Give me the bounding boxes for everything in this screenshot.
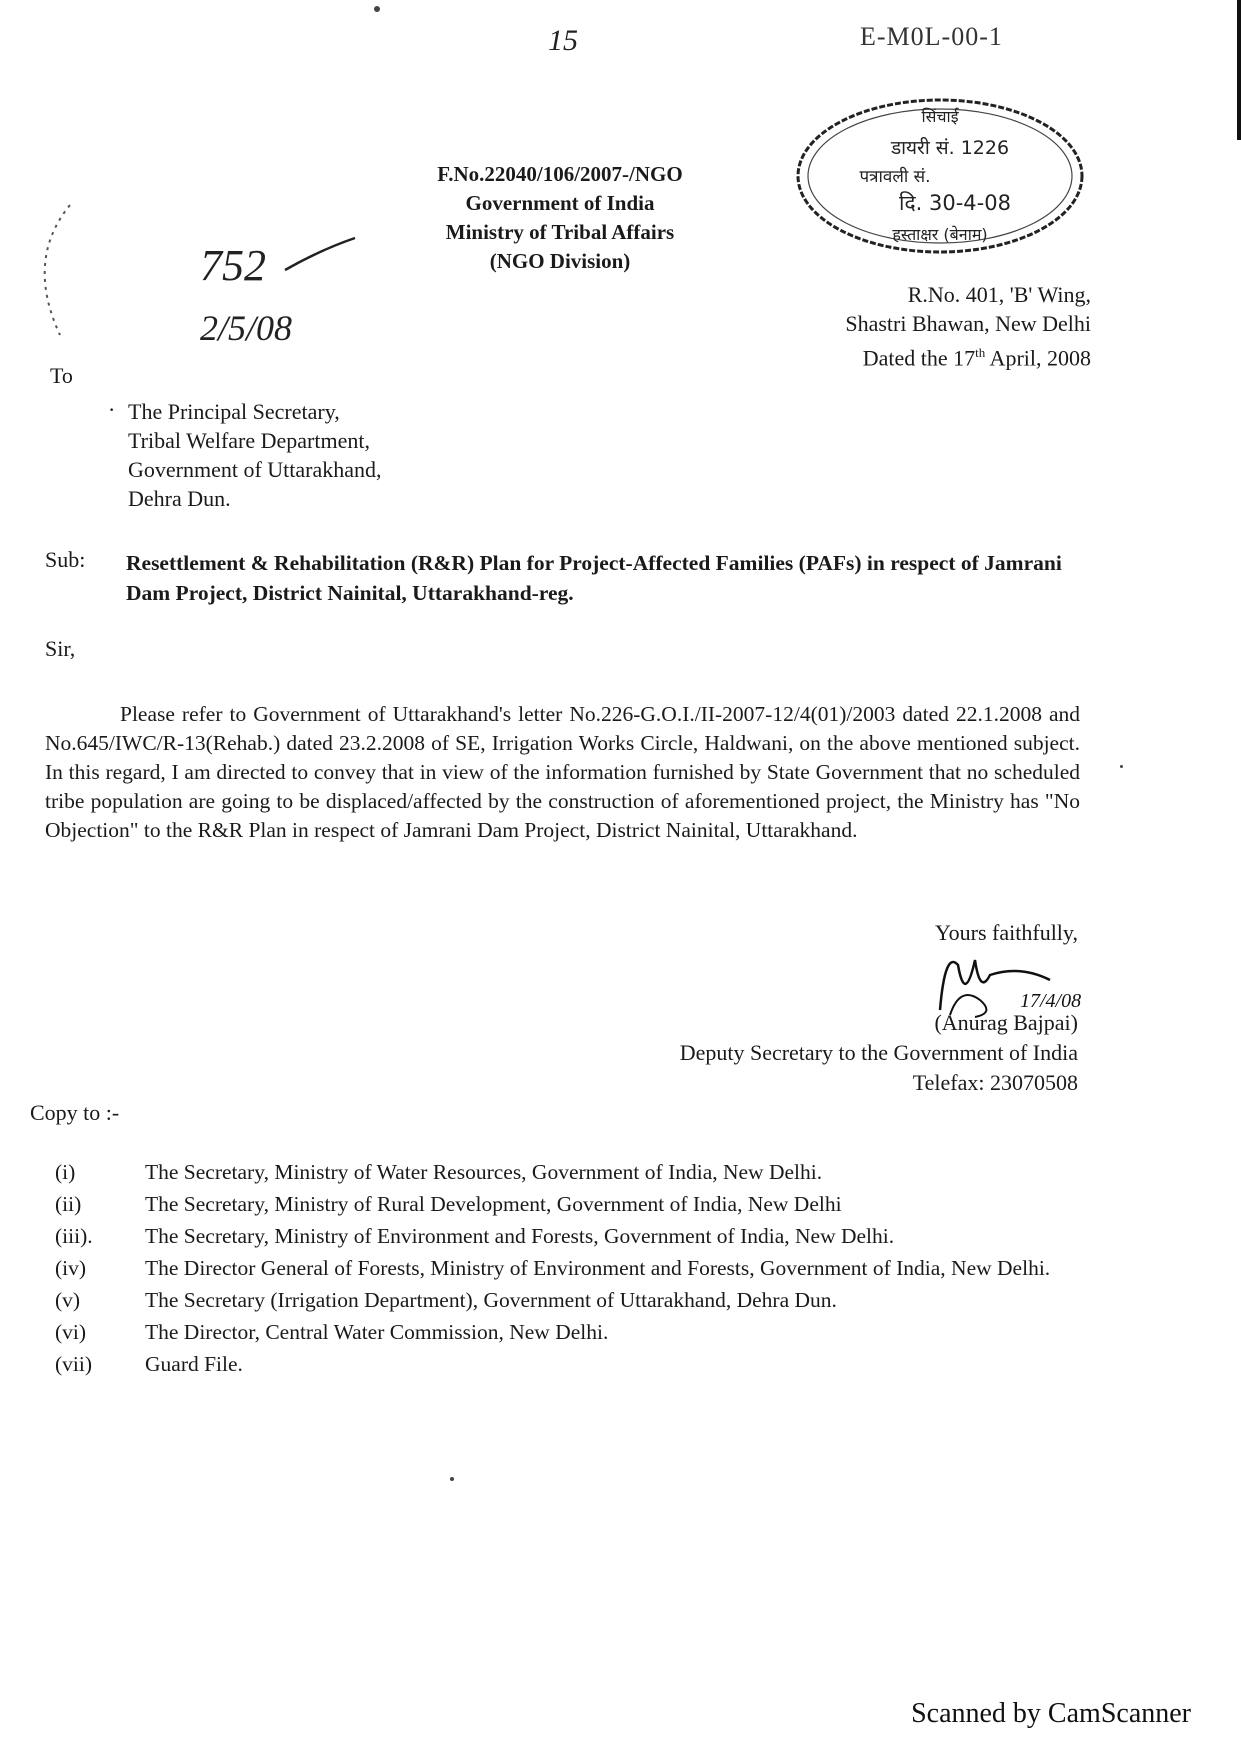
list-item-number: (i): [55, 1160, 76, 1184]
file-code: E-M0L-00-1: [860, 22, 1003, 51]
room-number: R.No. 401, 'B' Wing,: [907, 282, 1091, 307]
list-item-number: (iii).: [55, 1224, 93, 1248]
stamp-file-number: पत्रावली सं.: [859, 167, 931, 187]
scan-speck: [374, 6, 380, 12]
subject-label: Sub:: [45, 547, 86, 572]
list-item: [55, 1158, 1085, 1186]
list-item-number: (vi): [55, 1320, 87, 1344]
government-name: Government of India: [465, 191, 655, 215]
recipient-line-2: Tribal Welfare Department,: [128, 428, 370, 453]
body-paragraph: Please refer to Government of Uttarakhand's letter No.226-G.O.I./II-2007-12/4(01)/2003 dated 22.1.2008 and No.645/IWC/R-13(Rehab.) dated 23.2.2008 of SE, Irrigation Works Circle, Haldwani, on the above mentioned subject. In this regard, I am directed to convey that in view of the information furnished by State Government that no scheduled tribe population are going to be displaced/affected by the construction of aforementioned project, the Ministry has "No Objection" to the R&R Plan in respect of Jamrani Dam Project, District Nainital, Uttarakhand.: [45, 702, 1080, 842]
file-number: F.No.22040/106/2007-/NGO: [437, 162, 683, 186]
list-item: [55, 1286, 1085, 1314]
letterhead: [400, 160, 720, 276]
page-number: 15: [548, 24, 578, 57]
recipient-line-3: Government of Uttarakhand,: [128, 457, 382, 482]
sender-address: [845, 280, 1091, 372]
stamp-date: दि. 30-4-08: [899, 191, 1011, 215]
list-item: [55, 1318, 1085, 1346]
handwritten-annotation: [190, 230, 370, 375]
scan-speck: [450, 1477, 454, 1481]
list-item-number: (v): [55, 1288, 81, 1312]
bullet-dot: ·: [108, 397, 116, 422]
list-item-text: Guard File.: [145, 1352, 243, 1376]
list-item-text: The Secretary, Ministry of Environment and Forests, Government of India, New Delhi.: [145, 1224, 895, 1248]
division-name: (NGO Division): [489, 249, 631, 273]
list-item-text: The Secretary (Irrigation Department), Government of Uttarakhand, Dehra Dun.: [145, 1288, 837, 1312]
list-item: [55, 1254, 1085, 1282]
list-item-number: (vii): [55, 1352, 93, 1376]
list-item-text: The Secretary, Ministry of Rural Development, Government of India, New Delhi: [145, 1192, 842, 1216]
signature-date: 17/4/08: [1020, 990, 1082, 1012]
ministry-name: Ministry of Tribal Affairs: [445, 220, 675, 244]
list-item-text: The Director General of Forests, Ministry of Environment and Forests, Government of India, New Delhi.: [145, 1256, 1051, 1280]
recipient-line-1: The Principal Secretary,: [128, 399, 340, 424]
signatory-name: (Anurag Bajpai): [934, 1010, 1078, 1035]
letter-date: Dated the 17th April, 2008: [862, 345, 1091, 371]
copy-to-label: Copy to :-: [30, 1100, 120, 1125]
stamp-signature-line: हस्ताक्षर (बेनाम): [892, 225, 988, 244]
stamp-diary-number: डायरी सं. 1226: [890, 137, 1010, 159]
list-item-number: (ii): [55, 1192, 82, 1216]
telefax-number: Telefax: 23070508: [912, 1070, 1078, 1095]
salutation: Sir,: [45, 636, 76, 661]
list-item-text: The Secretary, Ministry of Water Resources, Government of India, New Delhi.: [145, 1160, 823, 1184]
to-label: To: [50, 363, 73, 388]
recipient-address: [128, 397, 382, 513]
building-address: Shastri Bhawan, New Delhi: [845, 311, 1091, 336]
recipient-line-4: Dehra Dun.: [128, 486, 231, 511]
page-edge-line: [1237, 0, 1241, 140]
list-item: [55, 1222, 1085, 1250]
margin-stamp-mark: [20, 200, 80, 340]
scan-speck: [1120, 765, 1123, 768]
receipt-stamp: [790, 92, 1090, 260]
list-item-text: The Director, Central Water Commission, New Delhi.: [145, 1320, 609, 1344]
signatory-designation: Deputy Secretary to the Government of India: [679, 1040, 1078, 1065]
handwritten-date: 2/5/08: [200, 308, 293, 348]
subject-text: Resettlement & Rehabilitation (R&R) Plan for Project-Affected Families (PAFs) in respect of Jamrani Dam Project, District Nainital, Uttarakhand-reg.: [126, 551, 1062, 605]
list-item: [55, 1350, 1085, 1378]
stamp-line-1: सिंचाई: [921, 107, 959, 126]
copy-to-list: [55, 1158, 1085, 1382]
handwritten-number: 752: [200, 241, 266, 290]
valediction: Yours faithfully,: [934, 920, 1078, 945]
scanner-watermark: Scanned by CamScanner: [911, 1698, 1191, 1729]
list-item-number: (iv): [55, 1256, 87, 1280]
list-item: [55, 1190, 1085, 1218]
